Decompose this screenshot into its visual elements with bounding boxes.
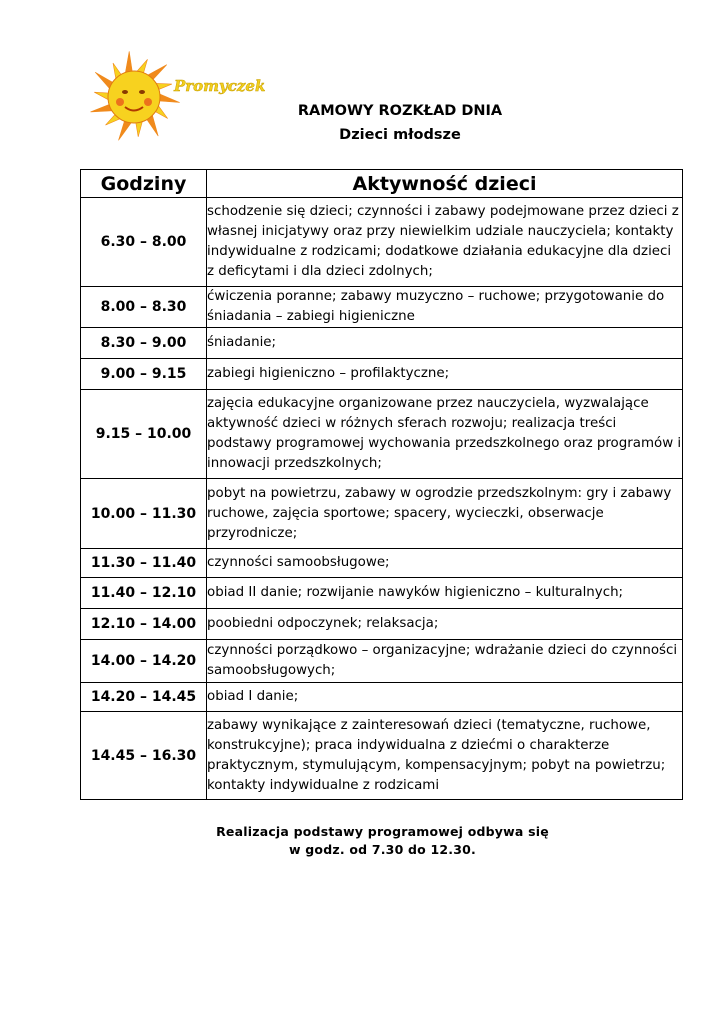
row-activity: obiad I danie;: [207, 683, 683, 712]
row-activity: zabiegi higieniczno – profilaktyczne;: [207, 359, 683, 390]
row-activity: obiad II danie; rozwijanie nawyków higieniczno – kulturalnych;: [207, 578, 683, 609]
page-subtitle: Dzieci młodsze: [339, 127, 461, 143]
row-hours: 9.15 – 10.00: [81, 390, 207, 479]
header-hours: Godziny: [81, 170, 207, 198]
table-header-row: [81, 170, 683, 198]
table-row: [81, 640, 683, 683]
row-hours: 9.00 – 9.15: [81, 359, 207, 390]
row-hours: 11.30 – 11.40: [81, 549, 207, 578]
row-hours: 10.00 – 11.30: [81, 479, 207, 549]
table-row: [81, 479, 683, 549]
row-hours: 14.00 – 14.20: [81, 640, 207, 683]
row-hours: 14.45 – 16.30: [81, 712, 207, 800]
table-row: [81, 198, 683, 287]
table-row: [81, 549, 683, 578]
row-activity: śniadanie;: [207, 328, 683, 359]
footer-note-line1: Realizacja podstawy programowej odbywa się: [216, 824, 549, 839]
row-activity: czynności porządkowo – organizacyjne; wdrażanie dzieci do czynności samoobsługowych;: [207, 640, 683, 683]
table-row: [81, 359, 683, 390]
row-hours: 8.30 – 9.00: [81, 328, 207, 359]
row-hours: 8.00 – 8.30: [81, 287, 207, 328]
row-activity: pobyt na powietrzu, zabawy w ogrodzie przedszkolnym: gry i zabawy ruchowe, zajęcia sportowe; spacery, wycieczki, obserwacje przyrodnicze;: [207, 479, 683, 549]
schedule-table: [80, 169, 683, 800]
row-activity: czynności samoobsługowe;: [207, 549, 683, 578]
table-row: [81, 712, 683, 800]
table-row: [81, 287, 683, 328]
row-hours: 6.30 – 8.00: [81, 198, 207, 287]
table-row: [81, 683, 683, 712]
table-row: [81, 609, 683, 640]
row-hours: 12.10 – 14.00: [81, 609, 207, 640]
footer-note-line2: w godz. od 7.30 do 12.30.: [288, 842, 476, 857]
table-row: [81, 390, 683, 479]
row-activity: zajęcia edukacyjne organizowane przez nauczyciela, wyzwalające aktywność dzieci w różnych sferach rozwoju; realizacja treści podstawy programowej wychowania przedszkolnego oraz programów i innowacji przedszkolnych;: [207, 390, 683, 479]
header-activity: Aktywność dzieci: [207, 170, 683, 198]
row-hours: 11.40 – 12.10: [81, 578, 207, 609]
table-row: [81, 328, 683, 359]
row-activity: ćwiczenia poranne; zabawy muzyczno – ruchowe; przygotowanie do śniadania – zabiegi higieniczne: [207, 287, 683, 328]
page-title: RAMOWY ROZKŁAD DNIA: [297, 103, 503, 119]
row-hours: 14.20 – 14.45: [81, 683, 207, 712]
row-activity: schodzenie się dzieci; czynności i zabawy podejmowane przez dzieci z własnej inicjatywy oraz przy niewielkim udziale nauczyciela; kontakty indywidualne z rodzicami; dodatkowe działania edukacyjne dla dzieci z deficytami i dla dzieci zdolnych;: [207, 198, 683, 287]
row-activity: poobiedni odpoczynek; relaksacja;: [207, 609, 683, 640]
logo-text: Promyczek: [174, 77, 266, 95]
row-activity: zabawy wynikające z zainteresowań dzieci (tematyczne, ruchowe, konstrukcyjne); praca indywidualna z dziećmi o charakterze praktycznym, stymulującym, kompensacyjnym; pobyt na powietrzu; kontakty indywidualne z rodzicami: [207, 712, 683, 800]
table-row: [81, 578, 683, 609]
